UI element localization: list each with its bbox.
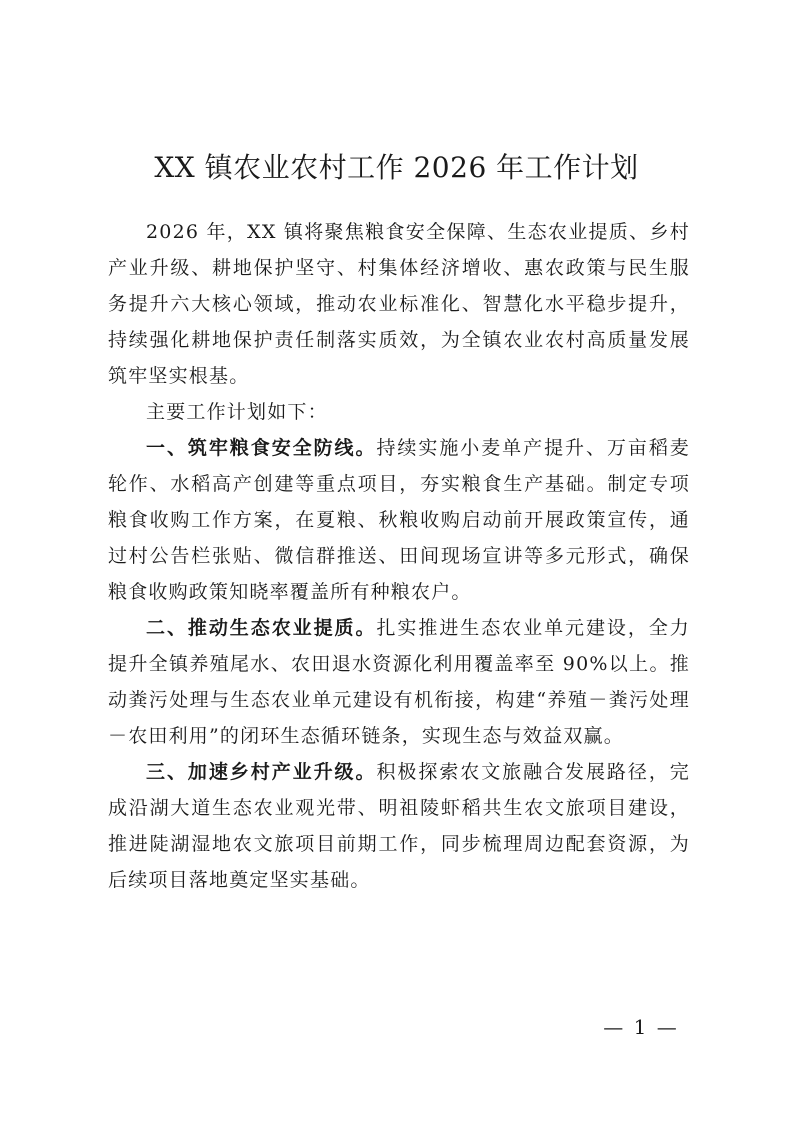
plan-heading: 主要工作计划如下：: [146, 401, 328, 423]
section-lead-2: 二、推动生态农业提质。: [146, 617, 377, 639]
page-number: — 1 —: [603, 1015, 679, 1039]
section-paragraph-3: [108, 754, 690, 898]
section-paragraph-2: [108, 610, 690, 754]
document-body: [108, 214, 690, 898]
section-text-2: 扎实推进生态农业单元建设，全力提升全镇养殖尾水、农田退水资源化利用覆盖率至 90%以上。推动粪污处理与生态农业单元建设有机衔接，构建“养殖－粪污处理－农田利用”的闭环生态循环链条，实现生态与效益双赢。: [108, 617, 690, 747]
section-paragraph-1: [108, 430, 690, 610]
section-lead-1: 一、筑牢粮食安全防线。: [146, 437, 377, 459]
section-text-1: 持续实施小麦单产提升、万亩稻麦轮作、水稻高产创建等重点项目，夯实粮食生产基础。制定专项粮食收购工作方案，在夏粮、秋粮收购启动前开展政策宣传，通过村公告栏张贴、微信群推送、田间现场宣讲等多元形式，确保粮食收购政策知晓率覆盖所有种粮农户。: [108, 437, 690, 603]
document-title: XX 镇农业农村工作 2026 年工作计划: [154, 151, 639, 184]
section-text-3: 积极探索农文旅融合发展路径，完成沿湖大道生态农业观光带、明祖陵虾稻共生农文旅项目建设，推进陡湖湿地农文旅项目前期工作，同步梳理周边配套资源，为后续项目落地奠定坚实基础。: [108, 761, 690, 891]
section-lead-3: 三、加速乡村产业升级。: [146, 761, 377, 783]
intro-paragraph: 2026 年，XX 镇将聚焦粮食安全保障、生态农业提质、乡村产业升级、耕地保护坚守、村集体经济增收、惠农政策与民生服务提升六大核心领域，推动农业标准化、智慧化水平稳步提升，持续强化耕地保护责任制落实质效，为全镇农业农村高质量发展筑牢坚实根基。: [108, 221, 690, 387]
